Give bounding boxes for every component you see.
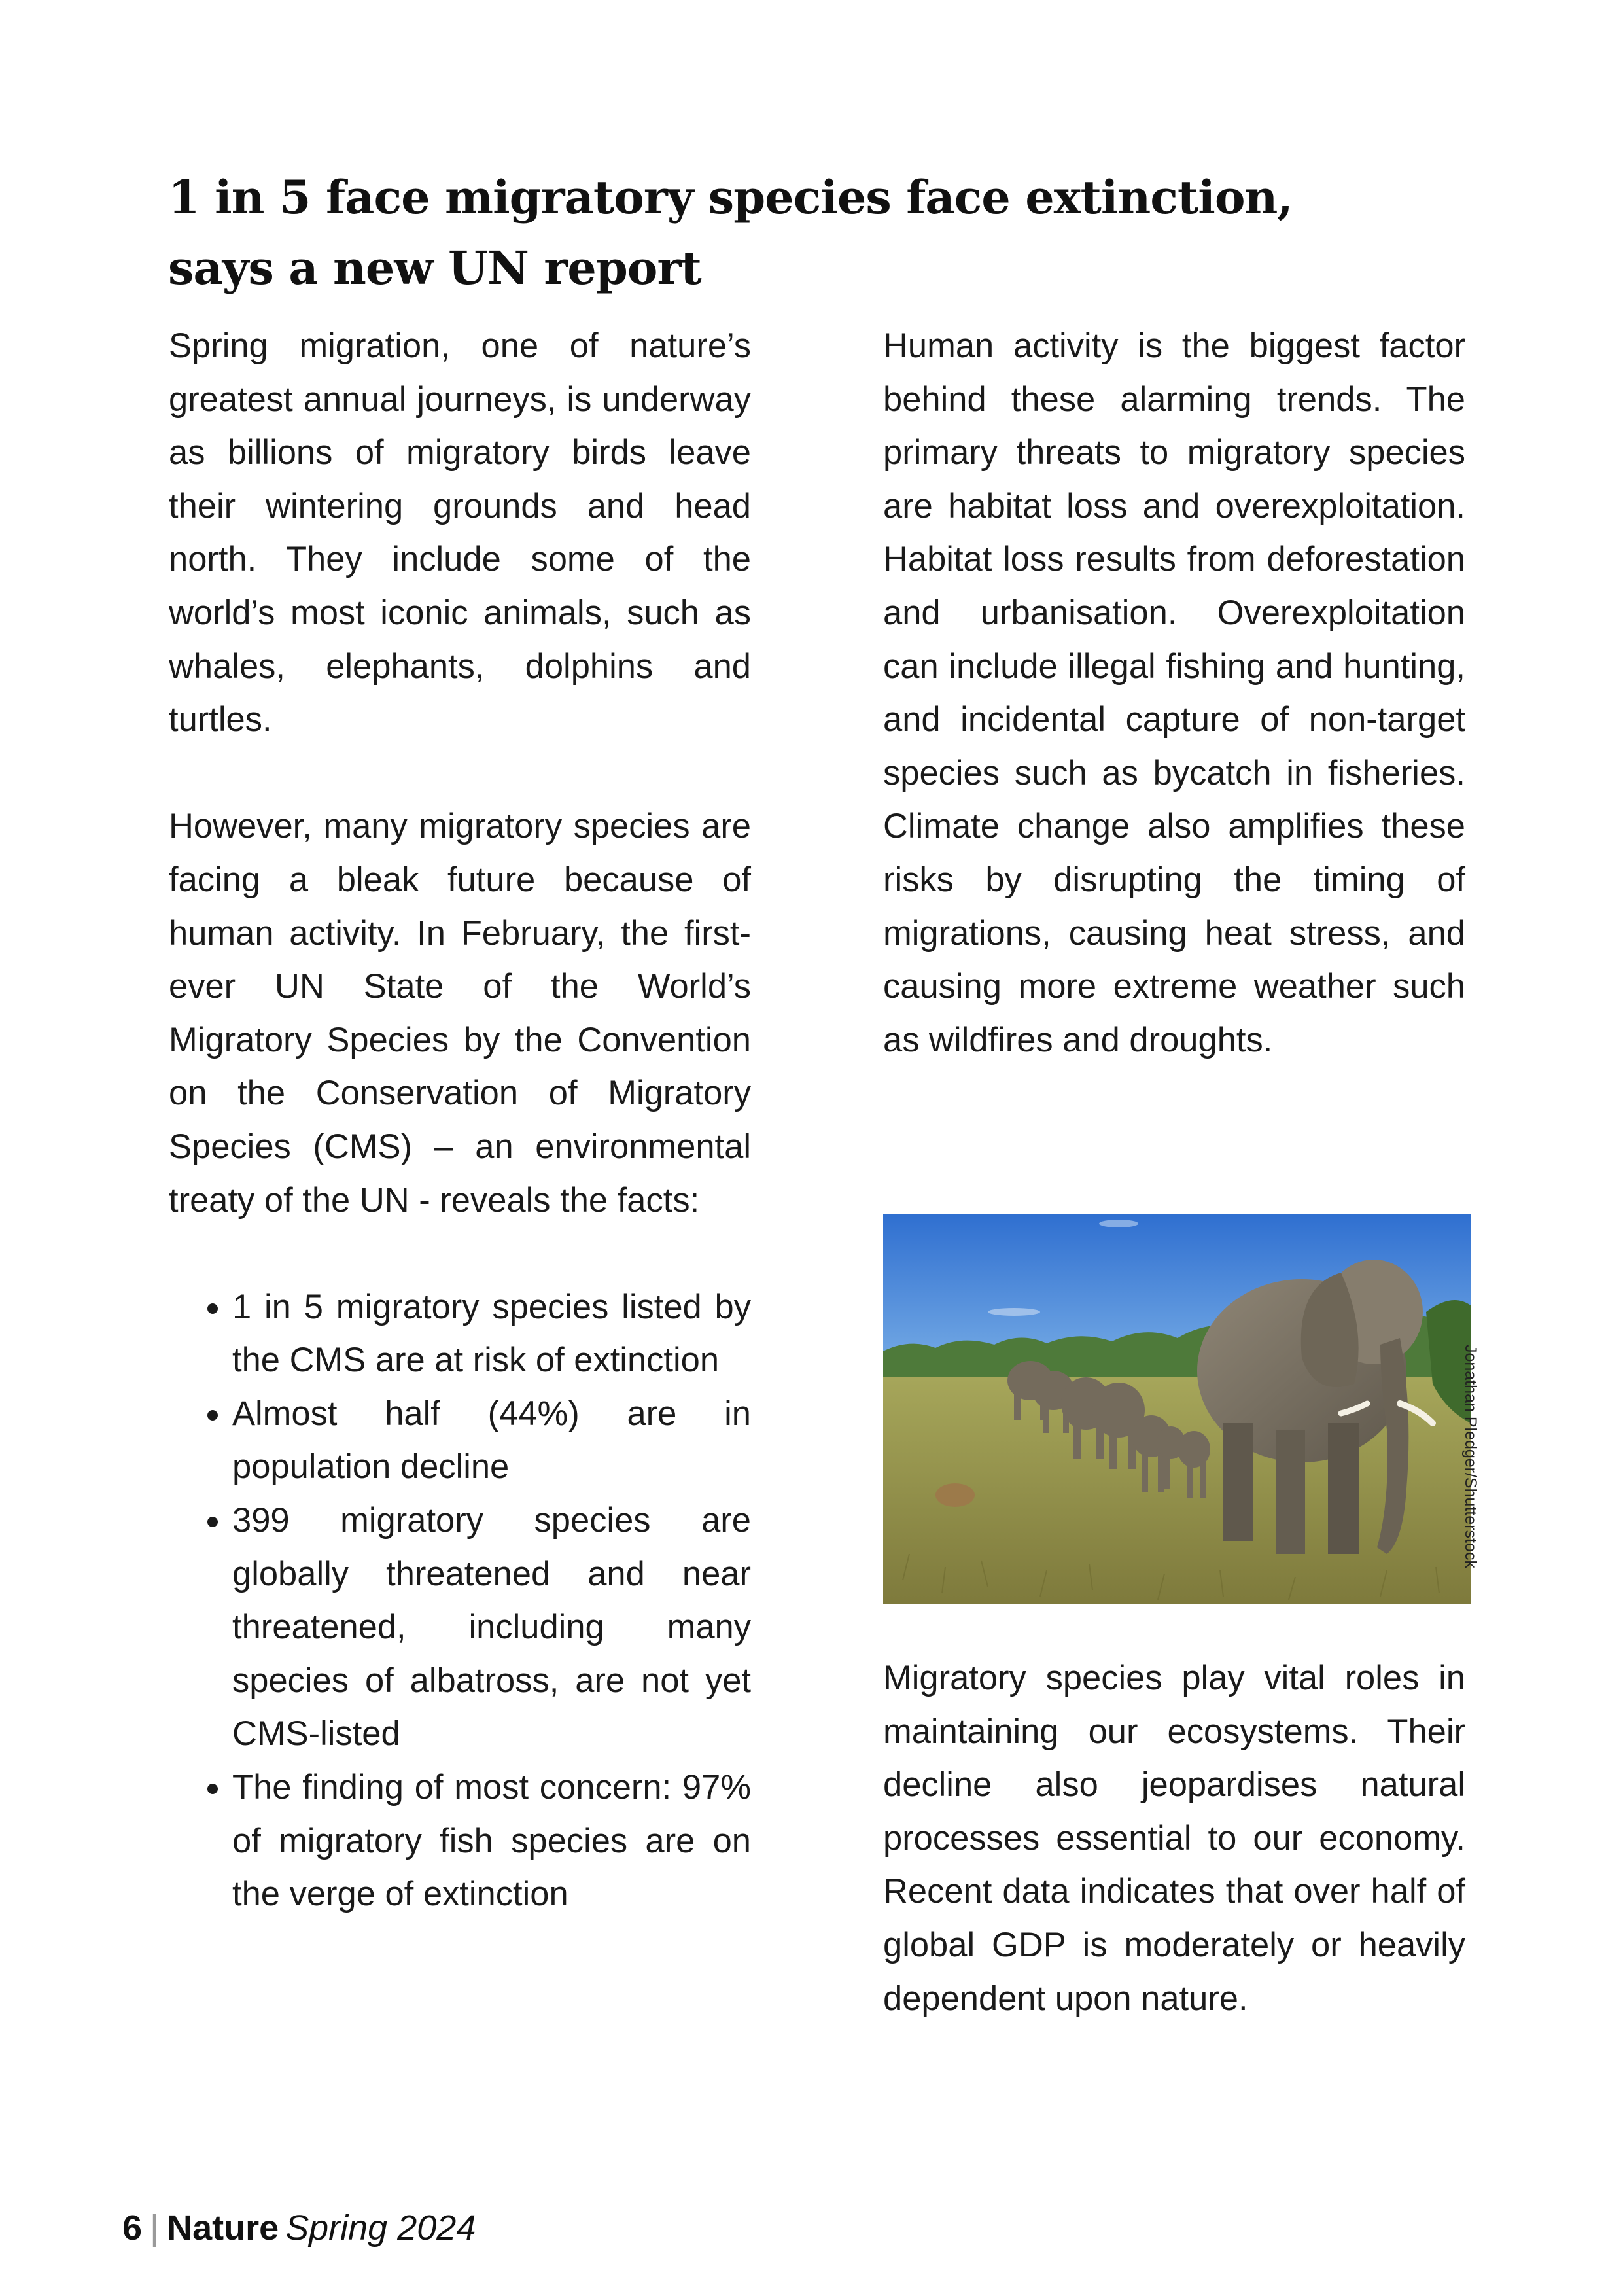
list-item: • 399 migratory species are globally threatened and near threatened, including many species of albatross, are not yet CMS-listed — [232, 1494, 751, 1761]
page-number: 6 — [122, 2208, 143, 2248]
magazine-name: Nature — [167, 2208, 279, 2248]
list-item: • Almost half (44%) are in population decline — [232, 1387, 751, 1494]
left-paragraph-1: Spring migration, one of nature’s greatest annual journeys, is underway as billions of migratory birds leave their wintering grounds and head north. They include some of the world’s most iconic animals, such as whales, elephants, dolphins and turtles. — [169, 327, 751, 739]
page-footer — [122, 2205, 476, 2251]
article-title-line-2: says a new UN report — [168, 241, 701, 295]
article-title — [168, 162, 1346, 304]
article-title-line-1: 1 in 5 face migratory species face extinction, — [168, 170, 1293, 224]
right-column — [883, 319, 1465, 1067]
right-paragraph-1: Human activity is the biggest factor behind these alarming trends. The primary threats to migratory species are habitat loss and overexploitation. Habitat loss results from deforestation and urbanisation. Overexploitation can include illegal fishing and hunting, and incidental capture of non-target species such as bycatch in fisheries. Climate change also amplifies these risks by disrupting the timing of migrations, causing heat stress, and causing more extreme weather such as wildfires and droughts. — [883, 327, 1465, 1059]
list-item: • 1 in 5 migratory species listed by the CMS are at risk of extinction — [232, 1280, 751, 1387]
left-column — [169, 319, 751, 1921]
left-paragraph-2: However, many migratory species are facing a bleak future because of human activity. In February, the first-ever UN State of the World’s Migratory Species by the Convention on the Conservation of Migratory Species (CMS) – an environmental treaty of the UN - reveals the facts: — [169, 807, 751, 1220]
right-column-lower — [883, 1651, 1465, 2025]
issue-label: Spring 2024 — [285, 2208, 476, 2248]
list-item: • The finding of most concern: 97% of migratory fish species are on the verge of extinction — [232, 1761, 751, 1921]
elephant-photo — [883, 1214, 1471, 1604]
photo-credit: Jonathan Pledger/Shutterstock — [1461, 1345, 1480, 1568]
right-paragraph-2: Migratory species play vital roles in maintaining our ecosystems. Their decline also jeopardises natural processes essential to our economy. Recent data indicates that over half of global GDP is moderately or heavily dependent upon nature. — [883, 1659, 1465, 2018]
footer-separator: | — [150, 2208, 160, 2248]
facts-list — [169, 1280, 751, 1921]
